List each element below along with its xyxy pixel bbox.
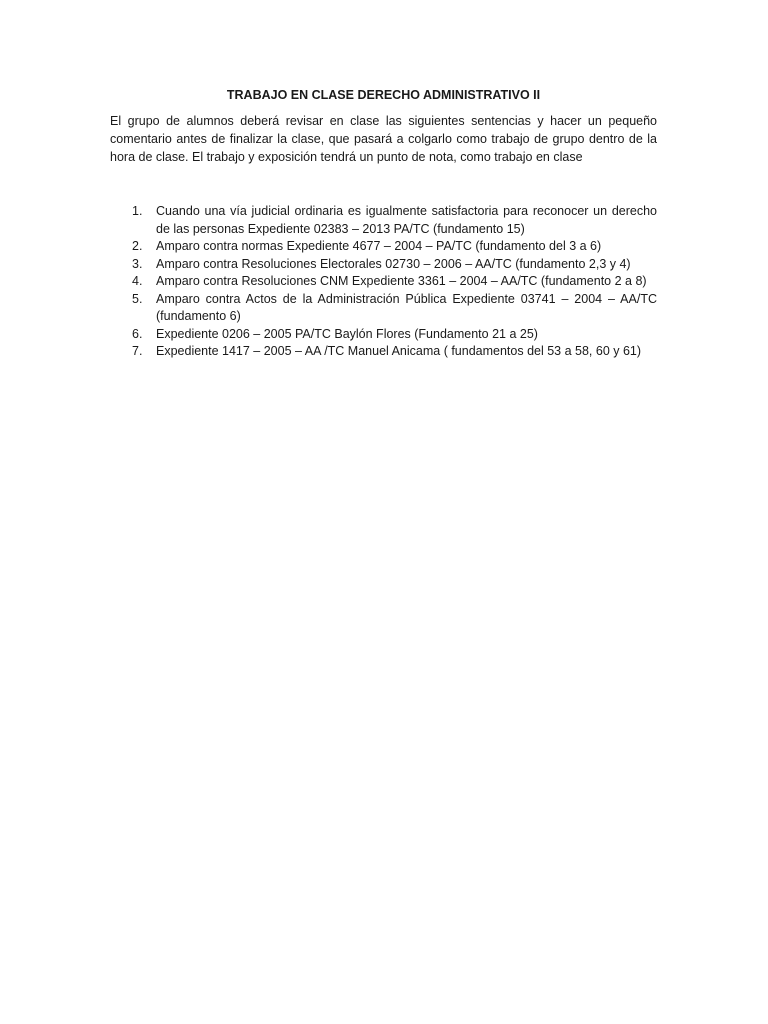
list-item-number: 1. <box>132 204 143 218</box>
list-item-number: 7. <box>132 344 143 358</box>
list-item <box>110 343 657 361</box>
list-item <box>110 203 657 238</box>
list-item-number: 2. <box>132 239 143 253</box>
list-item-number: 6. <box>132 326 143 341</box>
list-item-number: 3. <box>132 256 143 271</box>
list-item <box>110 256 657 274</box>
list-item-text: Amparo contra Actos de la Administración Pública Expediente 03741 – 2004 – AA/TC (fundamento 6) <box>156 291 657 323</box>
list-item-number: 4. <box>132 274 143 288</box>
list-item <box>110 238 657 256</box>
list-item <box>110 273 657 291</box>
list-item-text: Amparo contra Resoluciones Electorales 02730 – 2006 – AA/TC (fundamento 2,3 y 4) <box>156 256 631 271</box>
list-item-text: Expediente 0206 – 2005 PA/TC Baylón Flores (Fundamento 21 a 25) <box>156 326 538 341</box>
list-item <box>110 291 657 326</box>
list-item-text: Amparo contra normas Expediente 4677 – 2004 – PA/TC (fundamento del 3 a 6) <box>156 239 602 253</box>
list-item <box>110 326 657 344</box>
list-item-text: Amparo contra Resoluciones CNM Expediente 3361 – 2004 – AA/TC (fundamento 2 a 8) <box>156 274 647 288</box>
sentences-list <box>110 203 657 361</box>
list-item-text: Cuando una vía judicial ordinaria es igualmente satisfactoria para reconocer un derecho de las personas Expediente 02383 – 2013 PA/TC (fundamento 15) <box>156 204 657 236</box>
intro-paragraph: El grupo de alumnos deberá revisar en clase las siguientes sentencias y hacer un pequeño comentario antes de finalizar la clase, que pasará a colgarlo como trabajo de grupo dentro de la hora de clase. El trabajo y exposición tendrá un punto de nota, como trabajo en clase <box>110 114 657 164</box>
list-item-number: 5. <box>132 291 143 306</box>
document-title: TRABAJO EN CLASE DERECHO ADMINISTRATIVO II <box>226 88 541 102</box>
list-item-text: Expediente 1417 – 2005 – AA /TC Manuel Anicama ( fundamentos del 53 a 58, 60 y 61) <box>156 344 642 358</box>
